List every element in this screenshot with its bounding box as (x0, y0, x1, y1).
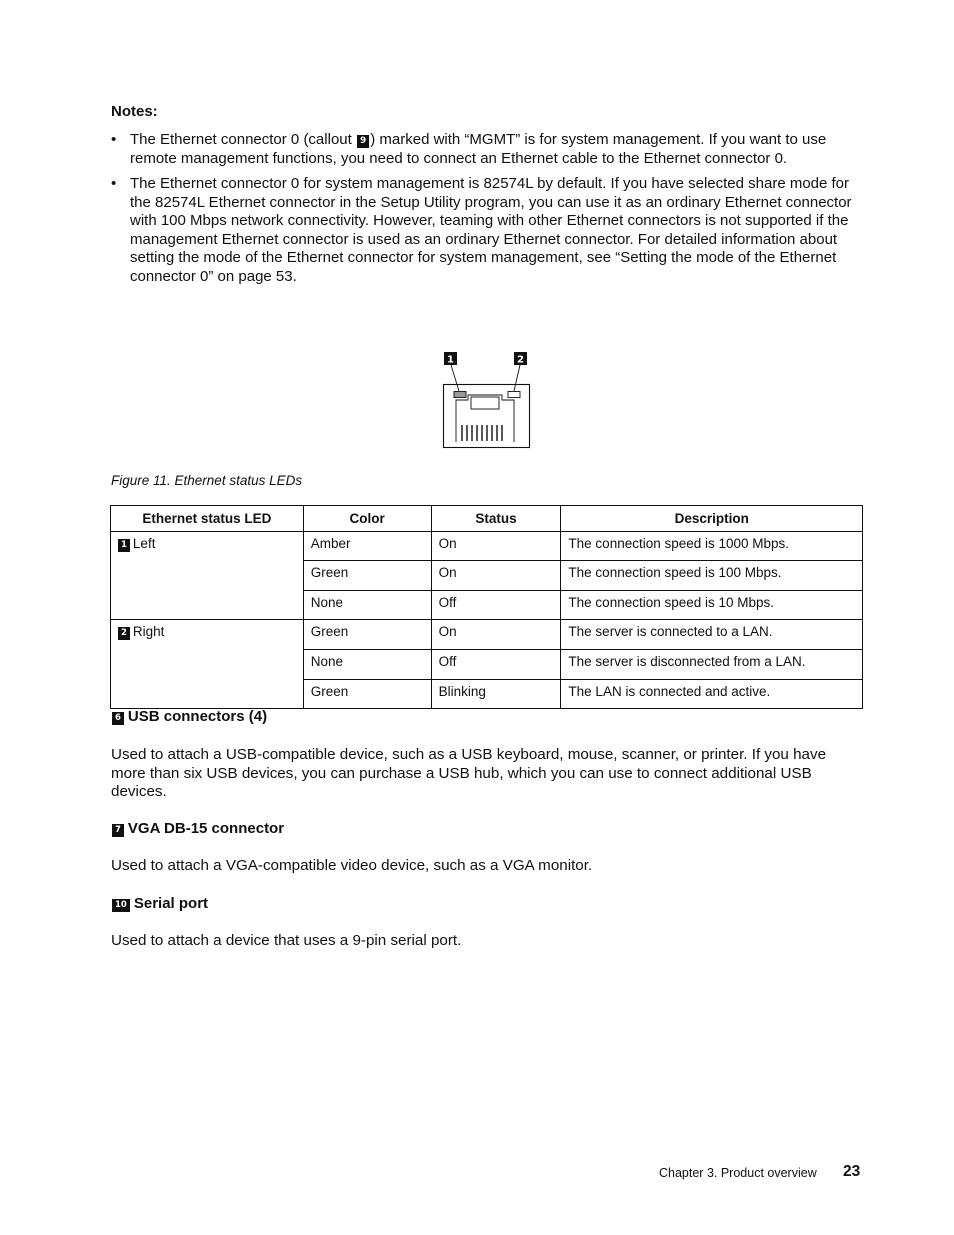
ethernet-port-diagram (440, 349, 540, 454)
jack-pins (462, 425, 502, 441)
table-row (111, 531, 863, 561)
footer-chapter: Chapter 3. Product overview (659, 1166, 817, 1180)
color-cell: Green (303, 679, 431, 709)
table-header-row (111, 506, 863, 532)
note-text: ) marked with “MGMT” is for system management. If you want to use remote management functions, you need to connect an Ethernet cable to the Ethernet connector 0. (130, 131, 827, 167)
note-item (111, 131, 866, 168)
description-cell: The LAN is connected and active. (561, 679, 863, 709)
left-led (454, 392, 466, 398)
column-header: Status (431, 506, 561, 532)
status-cell: Blinking (431, 679, 561, 709)
callout-badge: 6 (112, 712, 124, 725)
color-cell: Amber (303, 531, 431, 561)
color-cell: Green (303, 561, 431, 591)
description-cell: The server is connected to a LAN. (561, 620, 863, 650)
column-header: Description (561, 506, 863, 532)
section-title: VGA DB-15 connector (127, 820, 285, 837)
leader-line-1 (451, 365, 459, 391)
color-cell: None (303, 590, 431, 620)
callout-badge: 9 (357, 135, 369, 148)
section-heading-usb (111, 708, 267, 725)
page-number: 23 (843, 1163, 861, 1180)
note-text: The Ethernet connector 0 (callout (130, 131, 356, 148)
status-cell: On (431, 531, 561, 561)
status-cell: Off (431, 590, 561, 620)
right-led (508, 392, 520, 398)
led-name: Left (132, 535, 156, 551)
callout-badge: 2 (118, 627, 130, 640)
leader-line-2 (514, 365, 520, 391)
description-cell: The connection speed is 100 Mbps. (561, 561, 863, 591)
column-header: Color (303, 506, 431, 532)
section-body-usb: Used to attach a USB-compatible device, such as a USB keyboard, mouse, scanner, or printer. If you have more than six USB devices, you can purchase a USB hub, which you can use to connect additional USB devices. (111, 746, 827, 801)
led-cell (111, 531, 304, 620)
section-title: Serial port (133, 895, 209, 912)
section-body-vga: Used to attach a VGA-compatible video device, such as a VGA monitor. (111, 857, 593, 874)
led-cell (111, 620, 304, 709)
table-row (111, 620, 863, 650)
latch-slot (471, 397, 499, 409)
status-cell: Off (431, 649, 561, 679)
led-name: Right (132, 624, 165, 640)
callout-badge: 10 (112, 899, 130, 912)
status-cell: On (431, 561, 561, 591)
description-cell: The connection speed is 1000 Mbps. (561, 531, 863, 561)
note-item (111, 175, 866, 287)
color-cell: Green (303, 620, 431, 650)
color-cell: None (303, 649, 431, 679)
description-cell: The server is disconnected from a LAN. (561, 649, 863, 679)
ethernet-led-table (110, 505, 863, 709)
description-cell: The connection speed is 10 Mbps. (561, 590, 863, 620)
section-heading-vga (111, 820, 284, 837)
bullet: • (111, 175, 117, 192)
section-body-serial: Used to attach a device that uses a 9-pin serial port. (111, 932, 462, 949)
callout-badge: 7 (112, 824, 124, 837)
callout-badge: 1 (118, 539, 130, 552)
column-header: Ethernet status LED (111, 506, 304, 532)
status-cell: On (431, 620, 561, 650)
figure-caption: Figure 11. Ethernet status LEDs (111, 473, 303, 488)
callout-2-label: 2 (517, 354, 524, 366)
bullet: • (111, 131, 117, 148)
section-title: USB connectors (4) (127, 708, 268, 725)
callout-1-label: 1 (447, 354, 454, 366)
notes-title: Notes: (111, 103, 158, 120)
note-text: The Ethernet connector 0 for system management is 82574L by default. If you have selected share mode for the 82574L Ethernet connector in the Setup Utility program, you can use it as an ordinary Ethernet connector with 100 Mbps network connectivity. However, teaming with other Ethernet connectors is not supported if the management Ethernet connector is used as an ordinary Ethernet connector. For detailed information about setting the mode of the Ethernet connector for system management, see “Setting the mode of the Ethernet connector 0” on page 53. (130, 175, 852, 285)
section-heading-serial (111, 895, 208, 912)
